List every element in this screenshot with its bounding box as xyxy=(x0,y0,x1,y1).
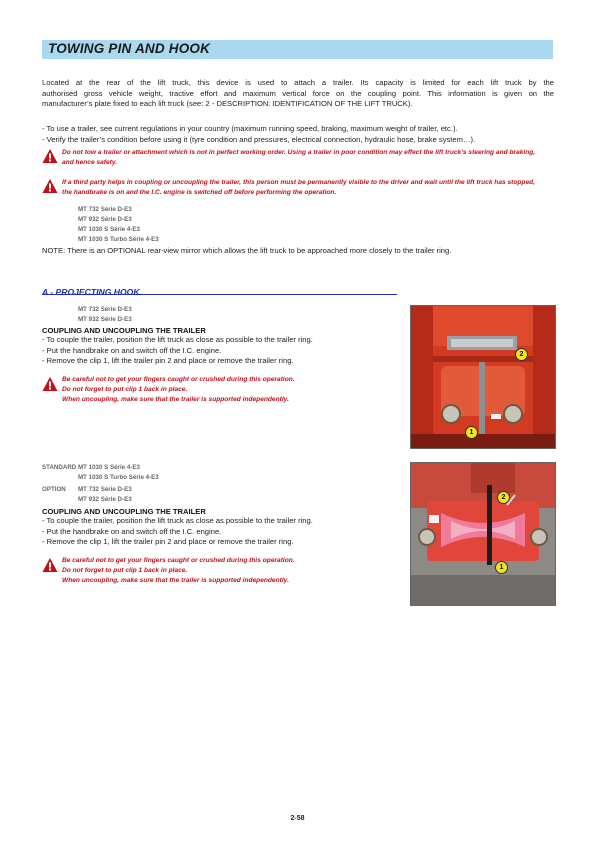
model-item: MT 932 Série D-E3 xyxy=(78,496,132,503)
standard-label: STANDARD xyxy=(42,464,77,471)
coupling-heading: COUPLING AND UNCOUPLING THE TRAILER xyxy=(42,326,206,335)
section-a-warning xyxy=(62,375,392,404)
step-item: - To couple the trailer, position the lift truck as close as possible to the trailer ring. xyxy=(42,516,313,525)
model-item: MT 1030 S Turbo Série 4-E3 xyxy=(78,474,159,481)
model-item: MT 1030 S Turbo Série 4-E3 xyxy=(78,236,159,243)
model-item: MT 932 Série D-E3 xyxy=(78,216,132,223)
model-list-top xyxy=(78,205,159,245)
callout-clip: 1 xyxy=(495,561,508,574)
warning-line: When uncoupling, make sure that the trailer is supported independently. xyxy=(62,576,289,584)
warning-icon xyxy=(42,178,58,194)
warning-line: Do not forget to put clip 1 back in place. xyxy=(62,385,188,393)
projecting-hook-illustration xyxy=(411,306,555,448)
section-b-option-models xyxy=(78,485,132,505)
warning-trailer-condition xyxy=(62,148,554,168)
model-item: MT 732 Série D-E3 xyxy=(78,306,132,313)
page-title: TOWING PIN AND HOOK xyxy=(48,41,211,56)
title-bar xyxy=(42,40,553,59)
callout-pin: 2 xyxy=(515,348,528,361)
warning-icon xyxy=(42,148,58,164)
warning-line: the handbrake is on and the I.C. engine is switched off before performing the operation. xyxy=(62,188,337,196)
warning-line: Be careful not to get your fingers caught or crushed during this operation. xyxy=(62,376,295,383)
section-a-title xyxy=(42,282,397,295)
section-b-instructions xyxy=(42,507,402,548)
step-item: - Remove the clip 1, lift the trailer pin 2 and place or remove the trailer ring. xyxy=(42,537,294,547)
section-b-warning xyxy=(62,556,392,585)
warning-line: Do not forget to put clip 1 back in place. xyxy=(62,566,188,574)
step-item: - To couple the trailer, position the lift truck as close as possible to the trailer ring. xyxy=(42,335,313,344)
page-number: 2-58 xyxy=(290,815,305,822)
model-item: MT 732 Série D-E3 xyxy=(78,486,132,493)
warning-line: and hence safety. xyxy=(62,158,118,166)
warning-third-party xyxy=(62,178,554,198)
section-a-title-text: A - PROJECTING HOOK xyxy=(42,287,140,297)
model-item: MT 1030 S Série 4-E3 xyxy=(78,226,140,233)
warning-line: If a third party helps in coupling or uncoupling the trailer, this person must be permanently visible to the driver and wait until the lift truck has stopped, xyxy=(62,179,535,186)
clevis-hook-photo xyxy=(410,462,556,606)
warning-icon xyxy=(42,557,58,573)
section-b-standard-models xyxy=(78,463,159,483)
warning-line: Do not tow a trailer or attachment which is not in perfect working order. Using a trailer in poor condition may effect the lift truck’s steering and braking, xyxy=(62,149,536,156)
section-a-instructions xyxy=(42,326,402,367)
model-item: MT 1030 S Série 4-E3 xyxy=(78,464,140,471)
section-a-models xyxy=(78,305,132,325)
intro-line: manufacturer’s plate fixed to each lift truck (see: 2 - DESCRIPTION: IDENTIFICATION OF THE LIFT TRUCK). xyxy=(42,99,413,109)
warning-line: When uncoupling, make sure that the trailer is supported independently. xyxy=(62,395,289,403)
intro-line: Located at the rear of the lift truck, this device is used to attach a trailer. Its capacity is limited for each lift truck by the xyxy=(42,78,554,87)
note-mirror: NOTE: There is an OPTIONAL rear-view mirror which allows the lift truck to be approached more closely to the trailer ring. xyxy=(42,246,452,255)
step-item: - Put the handbrake on and switch off the I.C. engine. xyxy=(42,526,222,536)
projecting-hook-photo xyxy=(410,305,556,449)
usage-bullets xyxy=(42,124,554,145)
intro-paragraph xyxy=(42,78,554,110)
callout-clip: 1 xyxy=(465,426,478,439)
warning-icon xyxy=(42,376,58,392)
bullet-regulations: - To use a trailer, see current regulations in your country (maximum running speed, braking, maximum weight of trailer, etc.). xyxy=(42,124,458,133)
callout-pin: 2 xyxy=(497,491,510,504)
step-item: - Remove the clip 1, lift the trailer pin 2 and place or remove the trailer ring. xyxy=(42,356,294,366)
clevis-hook-illustration xyxy=(411,463,555,605)
warning-line: Be careful not to get your fingers caught or crushed during this operation. xyxy=(62,557,295,564)
option-label: OPTION xyxy=(42,486,66,493)
bullet-verify-trailer: - Verify the trailer’s condition before using it (tyre condition and pressures, electrical connection, hydraulic hose, brake system…). xyxy=(42,134,476,144)
model-item: MT 732 Série D-E3 xyxy=(78,206,132,213)
step-item: - Put the handbrake on and switch off the I.C. engine. xyxy=(42,345,222,355)
coupling-heading: COUPLING AND UNCOUPLING THE TRAILER xyxy=(42,507,206,516)
model-item: MT 932 Série D-E3 xyxy=(78,316,132,323)
intro-line: authorised gross vehicle weight, tractive effort and maximum vertical force on the coupling point. This information is given on the xyxy=(42,88,554,98)
